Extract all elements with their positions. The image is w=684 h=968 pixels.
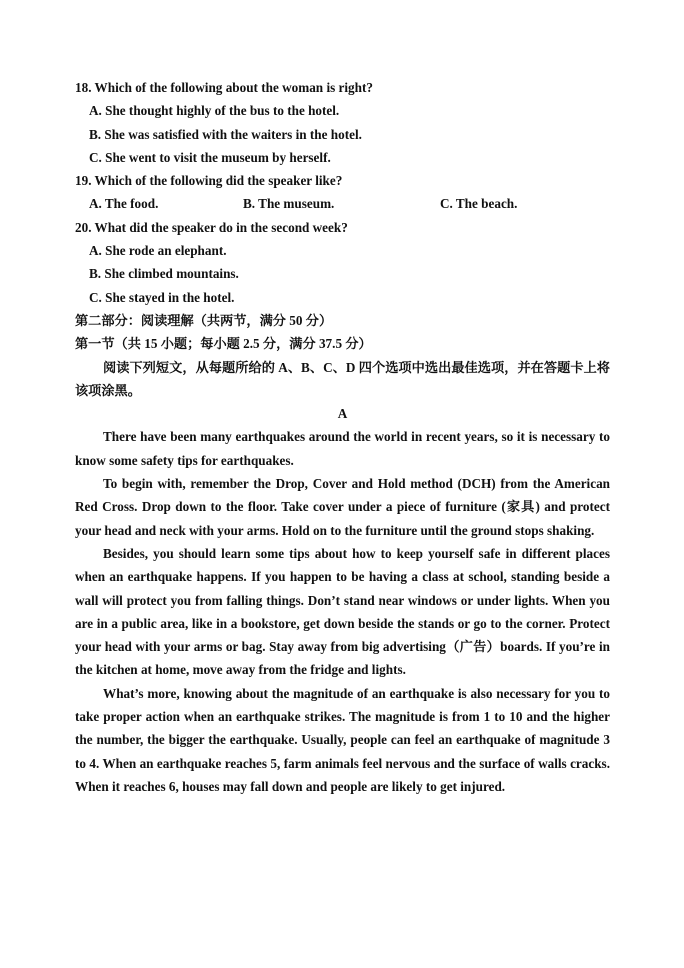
question-stem: 20. What did the speaker do in the second week? — [75, 219, 348, 235]
passage-paragraph: What’s more, knowing about the magnitude of an earthquake is also necessary for you to take proper action when an earthquake strikes. The magnitude is from 1 to 10 and the higher the number, the bigger the earthquake. Usually, people can feel an earthquake of magnitude 3 to 4. When an earthquake reaches 5, farm animals feel nervous and the surface of walls cracks. When it reaches 6, houses may fall down and people are likely to get injured. — [75, 685, 610, 794]
exam-page — [75, 76, 610, 798]
passage-paragraph: Besides, you should learn some tips about how to keep yourself safe in different places when an earthquake happens. If you happen to be having a class at school, standing beside a wall will protect you from falling things. Don’t stand near windows or under lights. When you are in a public area, like in a bookstore, get down beside the stands or go to the corner. Protect your head with your arms or bag. Stay away from big advertising（广告）boards. If you’re in the kitchen at home, move away from the fridge and lights. — [75, 545, 610, 678]
question-stem: 19. Which of the following did the speaker like? — [75, 173, 343, 189]
option-c: C. She went to visit the museum by herself. — [89, 149, 331, 165]
passage-paragraph: To begin with, remember the Drop, Cover and Hold method (DCH) from the American Red Cross. Drop down to the floor. Take cover under a piece of furniture (家具) and protect your head and neck with your arms. Hold on to the furniture until the ground stops shaking. — [75, 476, 610, 538]
option-c: C. The beach. — [440, 196, 518, 212]
part2-heading: 第二部分：阅读理解（共两节，满分 50 分） — [75, 312, 333, 328]
option-a: A. She thought highly of the bus to the hotel. — [89, 103, 340, 119]
passage-label: A — [337, 406, 348, 422]
option-b: B. The museum. — [243, 196, 335, 212]
question-20 — [75, 216, 610, 309]
instruction-text: 阅读下列短文，从每题所给的 A、B、C、D 四个选项中选出最佳选项，并在答题卡上将该项涂黑。 — [75, 359, 610, 398]
question-stem: 18. Which of the following about the woman is right? — [75, 80, 373, 95]
option-a: A. The food. — [89, 196, 159, 212]
section1-heading: 第一节（共 15 小题；每小题 2.5 分，满分 37.5 分） — [75, 336, 372, 352]
passage-paragraph: There have been many earthquakes around the world in recent years, so it is necessary to know some safety tips for earthquakes. — [75, 429, 610, 468]
question-18 — [75, 76, 610, 169]
option-c: C. She stayed in the hotel. — [89, 289, 235, 305]
question-19 — [75, 169, 610, 216]
option-b: B. She was satisfied with the waiters in the hotel. — [89, 126, 362, 142]
option-b: B. She climbed mountains. — [89, 266, 239, 282]
option-a: A. She rode an elephant. — [89, 243, 227, 259]
options-row — [75, 192, 610, 215]
